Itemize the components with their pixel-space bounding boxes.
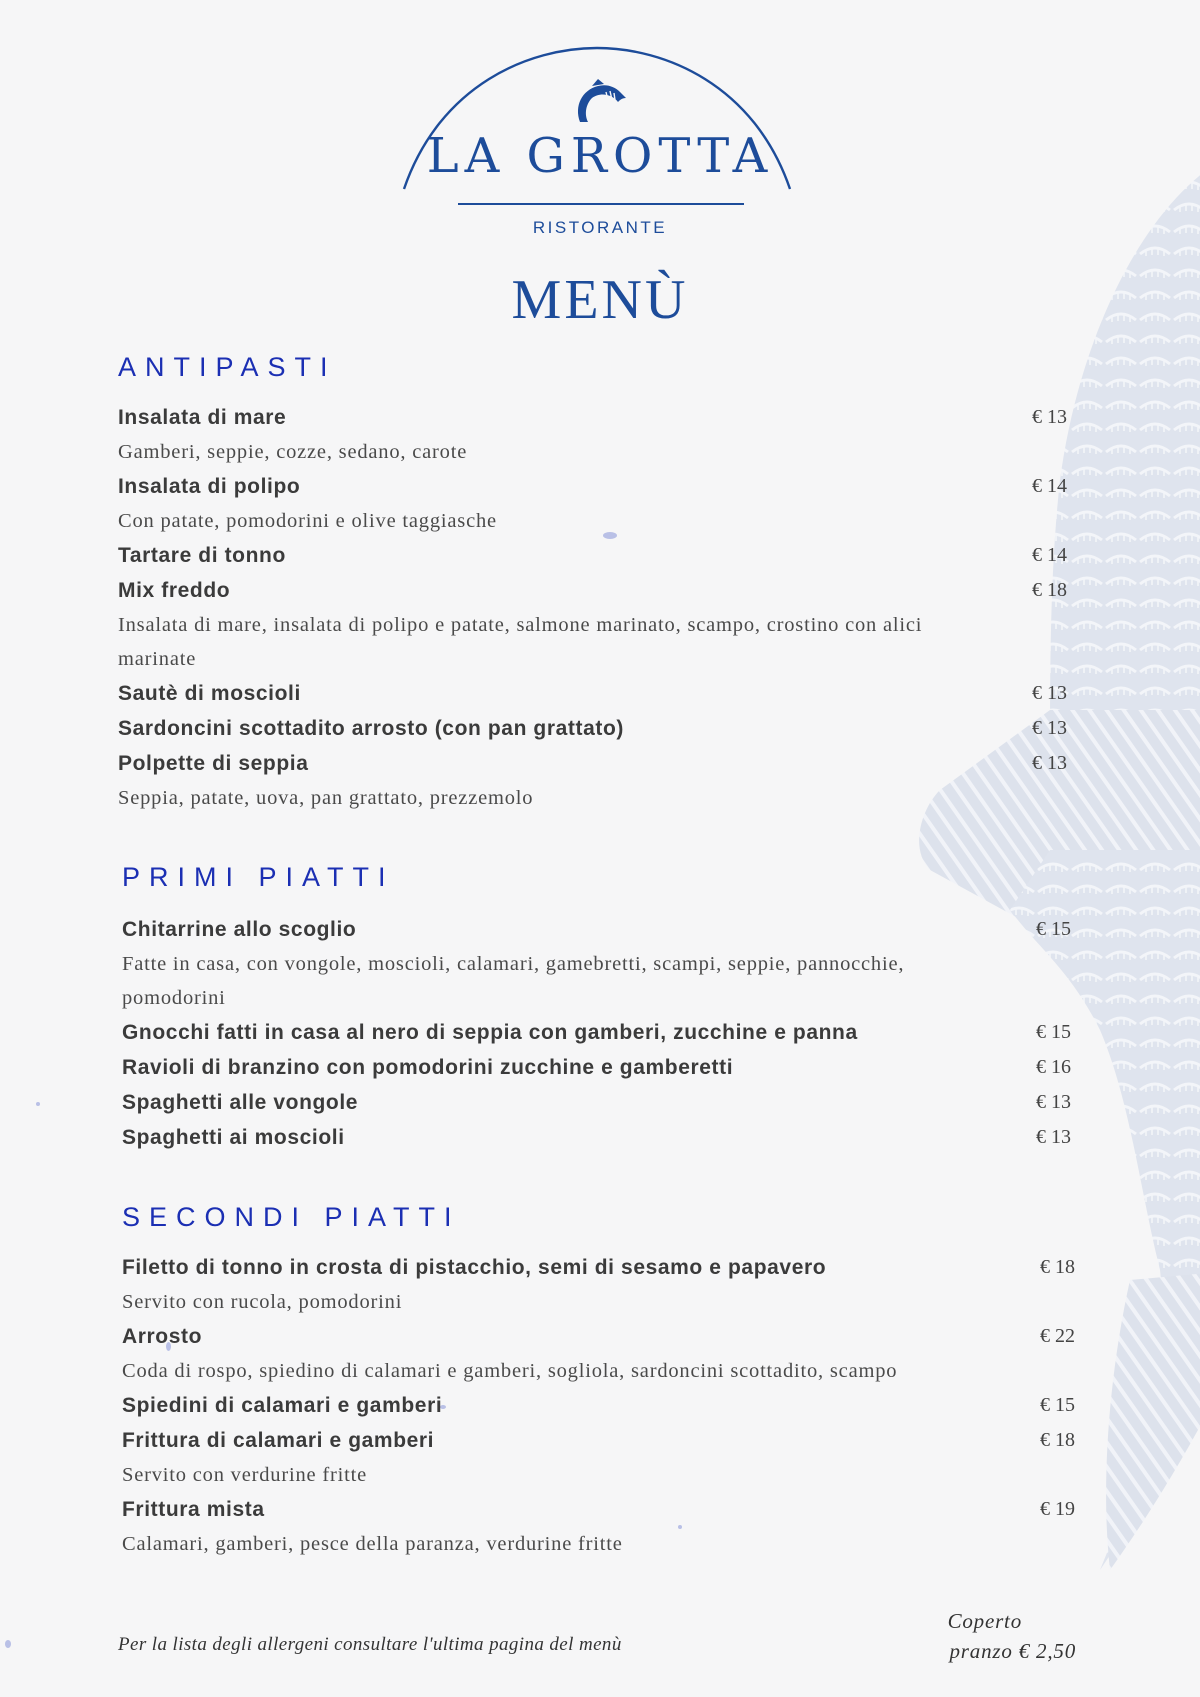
section-secondi-piatti	[122, 1200, 1075, 1561]
item-price: € 18	[1040, 1429, 1075, 1451]
cover-charge-value: pranzo € 2,50	[949, 1639, 1076, 1663]
item-name: Insalata di polipo	[118, 475, 301, 498]
item-name: Spiedini di calamari e gamberi	[122, 1394, 443, 1417]
item-price: € 13	[1032, 682, 1067, 704]
menu-item	[122, 1015, 1071, 1050]
item-name: Gnocchi fatti in casa al nero di seppia con gamberi, zucchine e panna	[122, 1021, 858, 1044]
section-primi-piatti	[122, 860, 1071, 1155]
item-name: Filetto di tonno in crosta di pistacchio, semi di sesamo e papavero	[122, 1256, 827, 1279]
section-title: PRIMI PIATTI	[122, 862, 395, 892]
menu-item	[118, 400, 1067, 469]
section-title: ANTIPASTI	[118, 352, 337, 382]
item-price: € 13	[1032, 752, 1067, 774]
item-price: € 16	[1036, 1056, 1071, 1078]
item-price: € 18	[1040, 1256, 1075, 1278]
menu-item	[122, 1250, 1075, 1319]
restaurant-name: LA GROTTA	[426, 128, 774, 184]
item-description: Con patate, pomodorini e olive taggiasche	[118, 510, 497, 532]
menu-item	[122, 1423, 1075, 1492]
item-price: € 14	[1032, 475, 1067, 497]
menu-item	[118, 746, 1067, 815]
item-name: Mix freddo	[118, 579, 231, 602]
section-title: SECONDI PIATTI	[122, 1202, 461, 1232]
item-description: Gamberi, seppie, cozze, sedano, carote	[118, 441, 468, 463]
item-name: Sardoncini scottadito arrosto (con pan grattato)	[118, 717, 624, 740]
allergen-note: Per la lista degli allergeni consultare l'ultima pagina del menù	[118, 1634, 622, 1655]
item-name: Arrosto	[122, 1325, 203, 1348]
item-description: Servito con rucola, pomodorini	[122, 1291, 403, 1313]
divider	[458, 203, 744, 205]
menu-item	[118, 538, 1067, 573]
item-description: Servito con verdurine fritte	[122, 1464, 367, 1486]
item-price: € 15	[1036, 1021, 1071, 1043]
item-price: € 13	[1032, 406, 1067, 428]
item-name: Frittura di calamari e gamberi	[122, 1429, 435, 1452]
item-price: € 19	[1040, 1498, 1075, 1520]
restaurant-subtitle: RISTORANTE	[532, 218, 668, 237]
menu-item	[122, 1085, 1071, 1120]
decorative-speck	[5, 1640, 11, 1648]
cover-charge	[948, 1606, 1076, 1666]
item-name: Spaghetti ai moscioli	[122, 1126, 345, 1149]
item-description: Fatte in casa, con vongole, moscioli, calamari, gamebretti, scampi, seppie, pannocchie, pomodorini	[122, 953, 905, 1009]
item-description: Insalata di mare, insalata di polipo e patate, salmone marinato, scampo, crostino con alici marinate	[118, 614, 923, 670]
item-price: € 13	[1036, 1091, 1071, 1113]
item-price: € 22	[1040, 1325, 1075, 1347]
item-description: Calamari, gamberi, pesce della paranza, verdurine fritte	[122, 1533, 623, 1555]
restaurant-header	[0, 0, 1200, 340]
item-name: Tartare di tonno	[118, 544, 286, 567]
menu-item	[122, 1388, 1075, 1423]
decorative-speck	[36, 1102, 40, 1106]
menu-item	[118, 676, 1067, 711]
item-name: Frittura mista	[122, 1498, 265, 1521]
item-name: Insalata di mare	[118, 406, 287, 429]
item-name: Polpette di seppia	[118, 752, 309, 775]
menu-item	[122, 1050, 1071, 1085]
menu-title: MENÙ	[511, 269, 689, 331]
item-description: Coda di rospo, spiedino di calamari e gamberi, sogliola, sardoncini scottadito, scampo	[122, 1360, 898, 1382]
item-price: € 13	[1032, 717, 1067, 739]
leaping-fish-icon	[570, 76, 630, 126]
item-name: Spaghetti alle vongole	[122, 1091, 359, 1114]
section-antipasti	[118, 350, 1067, 815]
cover-charge-label: Coperto	[947, 1609, 1022, 1633]
item-price: € 15	[1036, 918, 1071, 940]
menu-item	[118, 573, 1067, 676]
menu-item	[118, 711, 1067, 746]
item-price: € 18	[1032, 579, 1067, 601]
item-name: Sautè di moscioli	[118, 682, 301, 705]
menu-item	[122, 912, 1071, 1015]
menu-item	[122, 1120, 1071, 1155]
menu-item	[122, 1319, 1075, 1388]
item-price: € 15	[1040, 1394, 1075, 1416]
item-description: Seppia, patate, uova, pan grattato, prezzemolo	[118, 787, 534, 809]
item-price: € 14	[1032, 544, 1067, 566]
menu-item	[122, 1492, 1075, 1561]
item-name: Ravioli di branzino con pomodorini zucchine e gamberetti	[122, 1056, 734, 1079]
menu-item	[118, 469, 1067, 538]
item-price: € 13	[1036, 1126, 1071, 1148]
item-name: Chitarrine allo scoglio	[122, 918, 357, 941]
